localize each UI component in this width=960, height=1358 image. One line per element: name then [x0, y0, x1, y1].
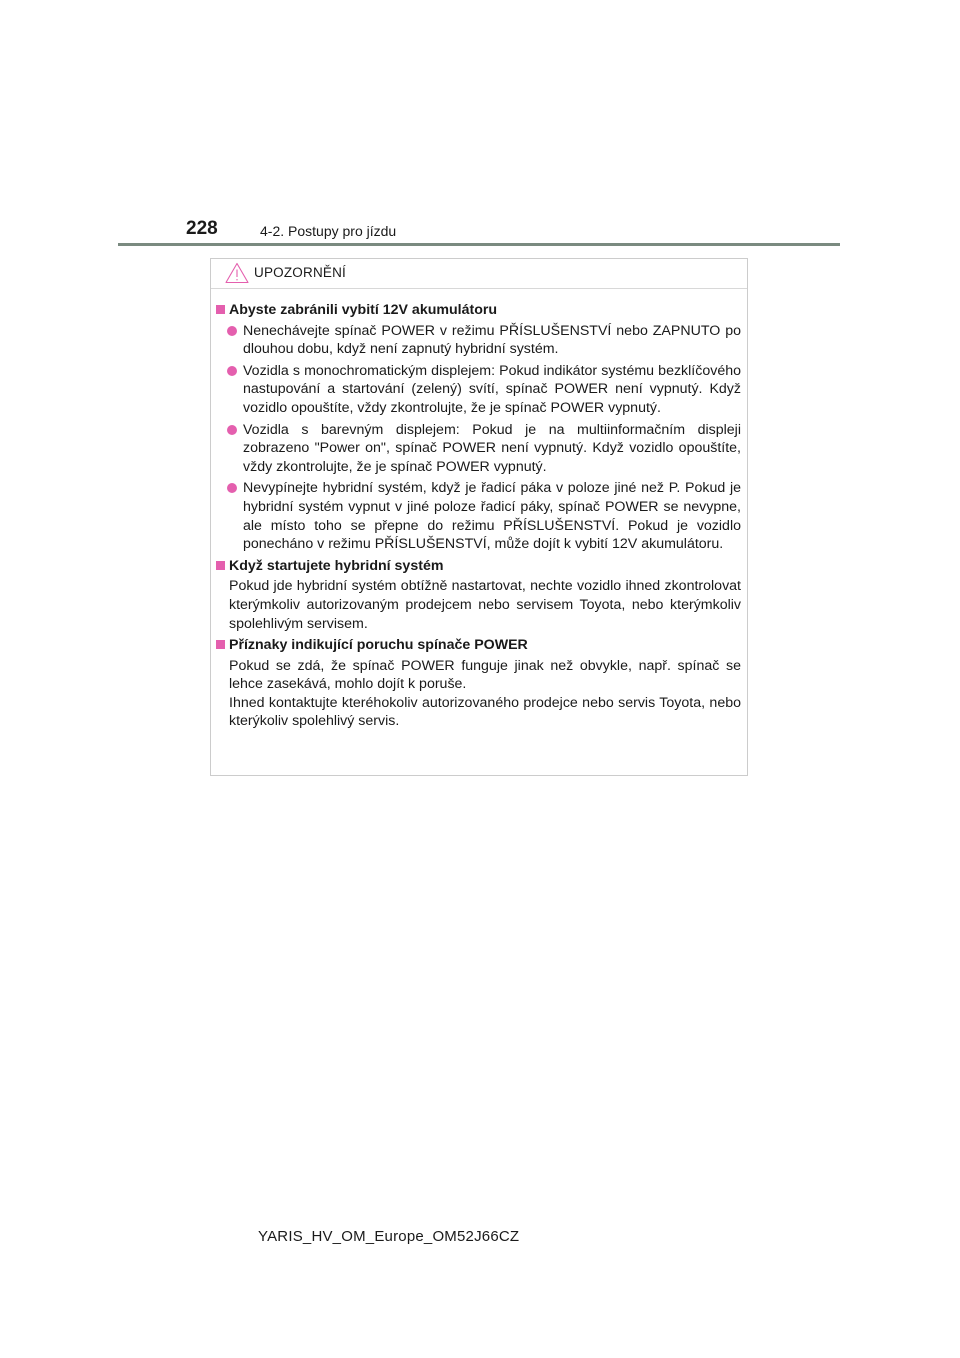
section-title: 4-2. Postupy pro jízdu [260, 223, 397, 239]
section-heading: Abyste zabránili vybití 12V akumulátoru [211, 301, 747, 320]
round-bullet-icon [227, 483, 237, 493]
header-rule [118, 243, 840, 246]
list-item: Vozidla s monochromatickým displejem: Pokud indikátor systému bezklíčového nastupování a startování (zelený) svítí, spínač POWER není vypnutý. Když vozidlo opouštíte, vždy zkontrolujte, že je spínač POWER vypnutý. [211, 362, 747, 418]
page-number: 228 [186, 218, 218, 239]
square-bullet-icon [216, 561, 225, 570]
paragraph: Pokud jde hybridní systém obtížně nastartovat, nechte vozidlo ihned zkontrolovat kterýmkoliv autorizovaným prodejcem nebo servisem Toyota, nebo kterýmkoliv spolehlivým servisem. [229, 578, 741, 632]
caution-box [210, 258, 748, 776]
list-item: Nevypínejte hybridní systém, když je řadicí páka v poloze jiné než P. Pokud je hybridní systém vypnut v jiné poloze řadicí páky, spínač POWER se nevypne, ale místo toho se přepne do režimu PŘÍSLUŠENSTVÍ. Pokud je vozidlo ponecháno v režimu PŘÍSLUŠENSTVÍ, může dojít k vybití 12V akumulátoru. [211, 479, 747, 553]
caution-header [211, 259, 747, 289]
caution-body [211, 301, 747, 734]
round-bullet-icon [227, 425, 237, 435]
list-item: Nenechávejte spínač POWER v režimu PŘÍSLUŠENSTVÍ nebo ZAPNUTO po dlouhou dobu, když není zapnutý hybridní systém. [211, 322, 747, 359]
square-bullet-icon [216, 305, 225, 314]
section-heading: Když startujete hybridní systém [211, 557, 747, 576]
round-bullet-icon [227, 326, 237, 336]
section-heading: Příznaky indikující poruchu spínače POWER [211, 636, 747, 655]
warning-triangle-icon [225, 262, 249, 284]
square-bullet-icon [216, 640, 225, 649]
list-item: Vozidla s barevným displejem: Pokud je na multiinformačním displeji zobrazeno "Power on", spínač POWER není vypnutý. Když vozidlo opouštíte, vždy zkontrolujte, že je spínač POWER vypnutý. [211, 421, 747, 477]
paragraph: Ihned kontaktujte kteréhokoliv autorizovaného prodejce nebo servis Toyota, nebo kterýkoliv spolehlivý servis. [229, 694, 741, 730]
document-code: YARIS_HV_OM_Europe_OM52J66CZ [258, 1228, 520, 1245]
round-bullet-icon [227, 366, 237, 376]
paragraph: Pokud se zdá, že spínač POWER funguje jinak než obvykle, např. spínač se lehce zasekává, mohlo dojít k poruše. [229, 657, 741, 693]
caution-label: UPOZORNĚNÍ [254, 265, 347, 280]
